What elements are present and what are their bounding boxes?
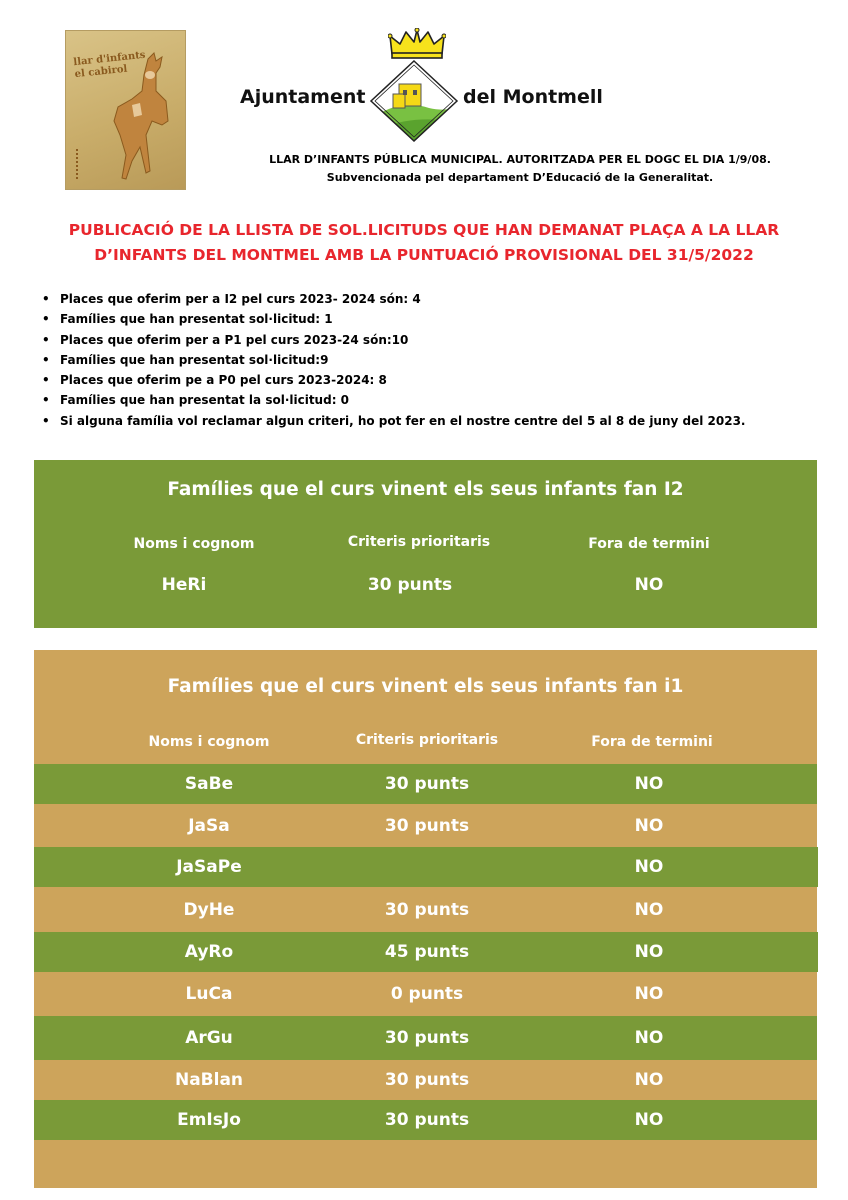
authorization-line: LLAR D’INFANTS PÚBLICA MUNICIPAL. AUTORITZADA PER EL DOGC EL DIA 1/9/08. — [269, 153, 771, 166]
municipality-name-left: Ajuntament — [240, 86, 366, 108]
list-item: • Si alguna família vol reclamar algun criteri, ho pot fer en el nostre centre del 5 al 8 de juny del 2023. — [42, 411, 802, 431]
column-header-criteria: Criteris prioritaris — [347, 534, 491, 550]
cell-name: AyRo — [184, 942, 234, 962]
cell-late: NO — [634, 899, 664, 920]
places-info-list — [42, 289, 802, 431]
llar-infants-poster-image — [65, 30, 186, 190]
table-row — [34, 972, 817, 1016]
cell-points: 30 punts — [384, 1110, 470, 1130]
table-row — [34, 847, 818, 887]
cell-late: NO — [634, 857, 664, 877]
cell-points: 30 punts — [384, 815, 470, 836]
list-item: • Places que oferim per a P1 pel curs 2023-24 són:10 — [42, 330, 802, 350]
cell-late: NO — [634, 942, 664, 962]
cell-name: EmIsJo — [177, 1110, 241, 1130]
publication-heading-line: PUBLICACIÓ DE LA LLISTA DE SOL.LICITUDS QUE HAN DEMANAT PLAÇA A LA LLAR — [68, 221, 780, 239]
cell-points: 30 punts — [367, 575, 453, 595]
authorization-text — [200, 151, 840, 187]
cell-points: 30 punts — [384, 1070, 470, 1090]
cell-points: 30 punts — [384, 899, 470, 920]
column-header-late: Fora de termini — [591, 734, 713, 750]
column-header-name: Noms i cognom — [148, 734, 270, 750]
cell-late: NO — [634, 1070, 664, 1090]
cell-points: 30 punts — [384, 1028, 470, 1048]
cell-late: NO — [634, 1028, 664, 1048]
cell-late: NO — [634, 575, 664, 595]
column-header-late: Fora de termini — [588, 536, 710, 552]
cell-late: NO — [634, 815, 664, 836]
coat-of-arms-shield-icon — [369, 60, 459, 142]
poster-decoration — [76, 149, 84, 179]
crown-icon — [388, 28, 446, 60]
table-i2-title: Famílies que el curs vinent els seus infants fan I2 — [167, 479, 684, 500]
cell-name: HeRi — [161, 575, 207, 595]
list-item: • Places que oferim pe a P0 pel curs 2023-2024: 8 — [42, 370, 802, 390]
table-row — [34, 932, 818, 972]
list-item: • Places que oferim per a I2 pel curs 2023- 2024 són: 4 — [42, 289, 802, 309]
poster-title: llar d'infants el cabirol — [72, 49, 146, 81]
table-row — [34, 887, 817, 932]
table-row — [34, 1016, 817, 1060]
cell-points: 45 punts — [384, 942, 470, 962]
cell-late: NO — [634, 1110, 664, 1130]
cell-points: 30 punts — [384, 774, 470, 794]
table-i1-title: Famílies que el curs vinent els seus infants fan i1 — [167, 676, 684, 697]
cell-name: JaSa — [188, 815, 230, 836]
subsidy-line: Subvencionada pel departament D’Educació de la Generalitat. — [326, 171, 714, 184]
table-row — [34, 804, 817, 847]
publication-heading — [10, 218, 838, 268]
table-row — [34, 1100, 817, 1140]
publication-heading-line: D’INFANTS DEL MONTMEL AMB LA PUNTUACIÓ PROVISIONAL DEL 31/5/2022 — [94, 246, 754, 264]
cell-late: NO — [634, 774, 664, 794]
column-header-name: Noms i cognom — [133, 536, 255, 552]
table-i2-panel — [34, 460, 817, 628]
municipality-name-right: del Montmell — [463, 86, 603, 108]
list-item: • Famílies que han presentat sol·licitud:9 — [42, 350, 802, 370]
cell-name: DyHe — [183, 899, 235, 920]
cell-late: NO — [634, 984, 664, 1004]
cell-name: NaBlan — [174, 1070, 244, 1090]
list-item: • Famílies que han presentat sol·licitud: 1 — [42, 309, 802, 329]
column-header-criteria: Criteris prioritaris — [355, 732, 499, 748]
list-item: • Famílies que han presentat la sol·licitud: 0 — [42, 390, 802, 410]
cell-name: LuCa — [185, 984, 233, 1004]
cell-points: 0 punts — [390, 984, 464, 1004]
cell-name: ArGu — [185, 1028, 233, 1048]
table-row — [34, 764, 817, 804]
deer-illustration-icon — [96, 51, 181, 186]
table-row — [34, 1060, 817, 1100]
cell-name: JaSaPe — [176, 857, 242, 877]
cell-name: SaBe — [184, 774, 234, 794]
